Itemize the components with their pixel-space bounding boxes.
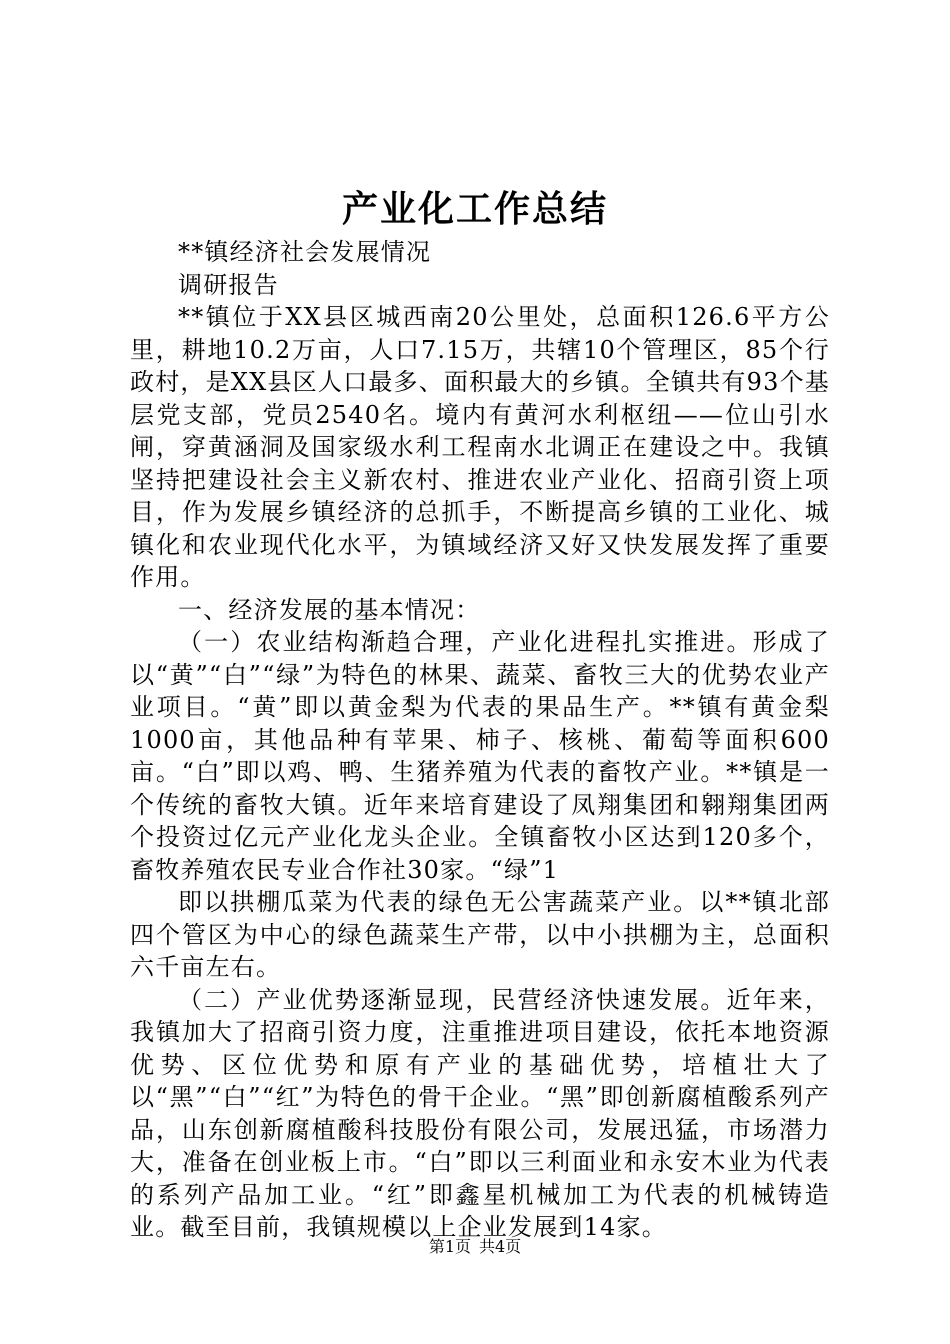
section-heading: 一、经济发展的基本情况：: [178, 595, 481, 624]
document-body: [130, 236, 830, 1244]
document-title: 产业化工作总结: [341, 189, 608, 230]
paragraph-agriculture: （一）农业结构渐趋合理，产业化进程扎实推进。形成了以“黄”“白”“绿”为特色的林果、蔬菜、畜牧三大的优势农业产业项目。“黄”即以黄金梨为代表的果品生产。**镇有黄金梨1000亩，其他品种有苹果、柿子、核桃、葡萄等面积600亩。“白”即以鸡、鸭、生猪养殖为代表的畜牧产业。**镇是一个传统的畜牧大镇。近年来培育建设了凤翔集团和翱翔集团两个投资过亿元产业化龙头企业。全镇畜牧小区达到120多个，畜牧养殖农民专业合作社30家。“绿”1: [130, 628, 830, 884]
page-number: 第1页: [428, 1237, 471, 1256]
page-footer: [0, 1236, 950, 1258]
page-total: 共4页: [479, 1237, 522, 1256]
subtitle-line-2: 调研报告: [178, 270, 279, 299]
subtitle-line-1: **镇经济社会发展情况: [178, 238, 432, 266]
paragraph-vegetables: 即以拱棚瓜菜为代表的绿色无公害蔬菜产业。以**镇北部四个管区为中心的绿色蔬菜生产带，以中小拱棚为主，总面积六千亩左右。: [130, 888, 830, 981]
paragraph-intro: **镇位于XX县区城西南20公里处，总面积126.6平方公里，耕地10.2万亩，人口7.15万，共辖10个管理区，85个行政村，是XX县区人口最多、面积最大的乡镇。全镇共有93个基层党支部，党员2540名。境内有黄河水利枢纽——位山引水闸，穿黄涵洞及国家级水利工程南水北调正在建设之中。我镇坚持把建设社会主义新农村、推进农业产业化、招商引资上项目，作为发展乡镇经济的总抓手，不断提高乡镇的工业化、城镇化和农业现代化水平，为镇域经济又好又快发展发挥了重要作用。: [130, 303, 830, 591]
paragraph-industry: （二）产业优势逐渐显现，民营经济快速发展。近年来，我镇加大了招商引资力度，注重推进项目建设，依托本地资源优势、区位优势和原有产业的基础优势，培植壮大了以“黑”“白”“红”为特色的骨干企业。“黑”即创新腐植酸系列产品，山东创新腐植酸科技股份有限公司，发展迅猛，市场潜力大，准备在创业板上市。“白”即以三利面业和永安木业为代表的系列产品加工业。“红”即鑫星机械加工为代表的机械铸造业。截至目前，我镇规模以上企业发展到14家。: [130, 985, 830, 1241]
